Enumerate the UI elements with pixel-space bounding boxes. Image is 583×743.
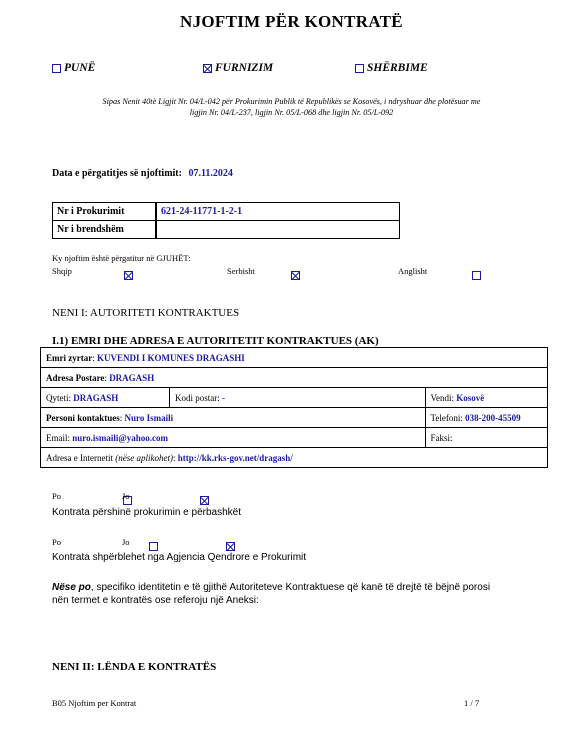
joint-po-option[interactable]: [52, 491, 61, 501]
field-label: Adresa Postare: [46, 372, 105, 383]
postcode-value: -: [222, 392, 226, 403]
authority-table: [40, 347, 548, 468]
category-label: PUNË: [64, 62, 96, 74]
option-label: Jo: [122, 491, 130, 501]
language-anglisht[interactable]: [398, 266, 427, 276]
checkbox-checked-icon[interactable]: [200, 496, 209, 505]
joint-procurement-text: Kontrata përshinë prokurimin e përbashkët: [52, 507, 241, 518]
city-value: DRAGASH: [73, 392, 119, 403]
field-label: Faksi: [430, 432, 451, 443]
contact-value: Nuro Ismaili: [124, 412, 174, 423]
category-sherbime[interactable]: [355, 62, 428, 74]
checkbox-checked-icon[interactable]: [226, 542, 235, 551]
procurement-nr-value: 621-24-11771-1-2-1: [156, 203, 400, 221]
authority-name-value: KUVENDI I KOMUNES DRAGASHI: [97, 352, 245, 363]
checkbox-checked-icon[interactable]: [203, 64, 212, 73]
checkbox-unchecked-icon[interactable]: [149, 542, 158, 551]
checkbox-unchecked-icon[interactable]: [52, 64, 61, 73]
phone-cell: Telefoni: 038-200-45509: [425, 408, 547, 428]
section-2-heading: NENI II: LËNDA E KONTRATËS: [52, 661, 217, 673]
category-furnizim[interactable]: [203, 62, 273, 74]
language-label: Shqip: [52, 266, 72, 276]
specify-lead: Nëse po: [52, 582, 91, 593]
phone-value: 038-200-45509: [465, 412, 521, 423]
page-title: NJOFTIM PËR KONTRATË: [180, 12, 403, 31]
category-label: FURNIZIM: [215, 62, 274, 74]
authority-name-row: Emri zyrtar: KUVENDI I KOMUNES DRAGASHI: [41, 348, 548, 368]
language-shqip[interactable]: [52, 266, 72, 276]
email-cell: Email: nuro.ismaili@yahoo.com: [41, 428, 426, 448]
field-label: Kodi postar: [175, 392, 218, 403]
web-address-link[interactable]: http://kk.rks-gov.net/dragash/: [177, 452, 293, 463]
prep-date-value: 07.11.2024: [188, 168, 233, 179]
postcode-cell: Kodi postar: -: [170, 388, 426, 408]
central-po-option[interactable]: [52, 537, 61, 547]
procurement-number-table: [52, 202, 400, 239]
procurement-nr-label: Nr i Prokurimit: [53, 203, 157, 221]
field-label: Qyteti: [46, 392, 69, 403]
checkbox-unchecked-icon[interactable]: [472, 271, 481, 280]
specify-text: nën termet e kontratës ose referoju një Aneksi:: [52, 595, 259, 606]
checkbox-checked-icon[interactable]: [124, 271, 133, 280]
postal-address-value: DRAGASH: [109, 372, 155, 383]
joint-jo-option[interactable]: [122, 491, 130, 501]
field-note: (nëse aplikohet): [115, 452, 173, 463]
email-value: nuro.ismaili@yahoo.com: [72, 432, 168, 443]
specify-instruction: [52, 581, 490, 607]
city-cell: Qyteti: DRAGASH: [41, 388, 170, 408]
specify-text: , specifiko identitetin e të gjithë Autoriteteve Kontraktuese që kanë të drejtë të bëjnë porosi: [90, 582, 491, 593]
field-label: Personi kontaktues: [46, 412, 120, 423]
prep-date-label: Data e përgatitjes së njoftimit:: [52, 168, 182, 179]
field-label: Adresa e Internetit: [46, 452, 113, 463]
language-label: Serbisht: [227, 266, 255, 276]
fax-cell: Faksi:: [425, 428, 547, 448]
option-label: Jo: [122, 537, 130, 547]
category-label: SHËRBIME: [367, 62, 428, 74]
option-label: Po: [52, 537, 61, 547]
internal-nr-label: Nr i brendshëm: [53, 221, 157, 239]
country-value: Kosovë: [456, 392, 485, 403]
section-1-heading: NENI I: AUTORITETI KONTRAKTUES: [52, 307, 240, 319]
footer-page-number: 1 / 7: [464, 698, 480, 708]
field-label: Telefoni: [430, 412, 461, 423]
contact-cell: Personi kontaktues: Nuro Ismaili: [41, 408, 426, 428]
authority-postal-row: Adresa Postare: DRAGASH: [41, 368, 548, 388]
central-agency-text: Kontrata shpërblehet nga Agjencia Qendrore e Prokurimit: [52, 552, 307, 563]
field-label: Email: [46, 432, 68, 443]
country-cell: Vendi: Kosovë: [425, 388, 547, 408]
subsection-1-1-heading: I.1) EMRI DHE ADRESA E AUTORITETIT KONTRAKTUES (AK): [52, 335, 379, 347]
field-label: Emri zyrtar: [46, 352, 93, 363]
legal-basis: [40, 96, 543, 118]
legal-line: Sipas Nenit 40të Ligjit Nr. 04/L-042 për Prokurimin Publik të Republikës se Kosovës, i ndryshuar dhe plotësuar me: [102, 97, 481, 106]
checkbox-checked-icon[interactable]: [291, 271, 300, 280]
language-label: Anglisht: [398, 266, 428, 276]
central-jo-option[interactable]: [122, 537, 130, 547]
field-label: Vendi: [430, 392, 452, 403]
web-row: Adresa e Internetit (nëse aplikohet): http://kk.rks-gov.net/dragash/: [41, 448, 548, 468]
languages-intro: Ky njoftim është përgatitur në GJUHËT:: [52, 253, 191, 263]
checkbox-unchecked-icon[interactable]: [355, 64, 364, 73]
legal-line: ligjin Nr. 04/L-237, ligjin Nr. 05/L-068 dhe ligjin Nr. 05/L-092: [189, 108, 394, 117]
internal-nr-value: [156, 221, 400, 239]
language-serbisht[interactable]: [227, 266, 255, 276]
category-pune[interactable]: [52, 62, 95, 74]
option-label: Po: [52, 491, 61, 501]
footer-form-code: B05 Njoftim per Kontrat: [52, 698, 137, 708]
prep-date: [52, 168, 233, 179]
